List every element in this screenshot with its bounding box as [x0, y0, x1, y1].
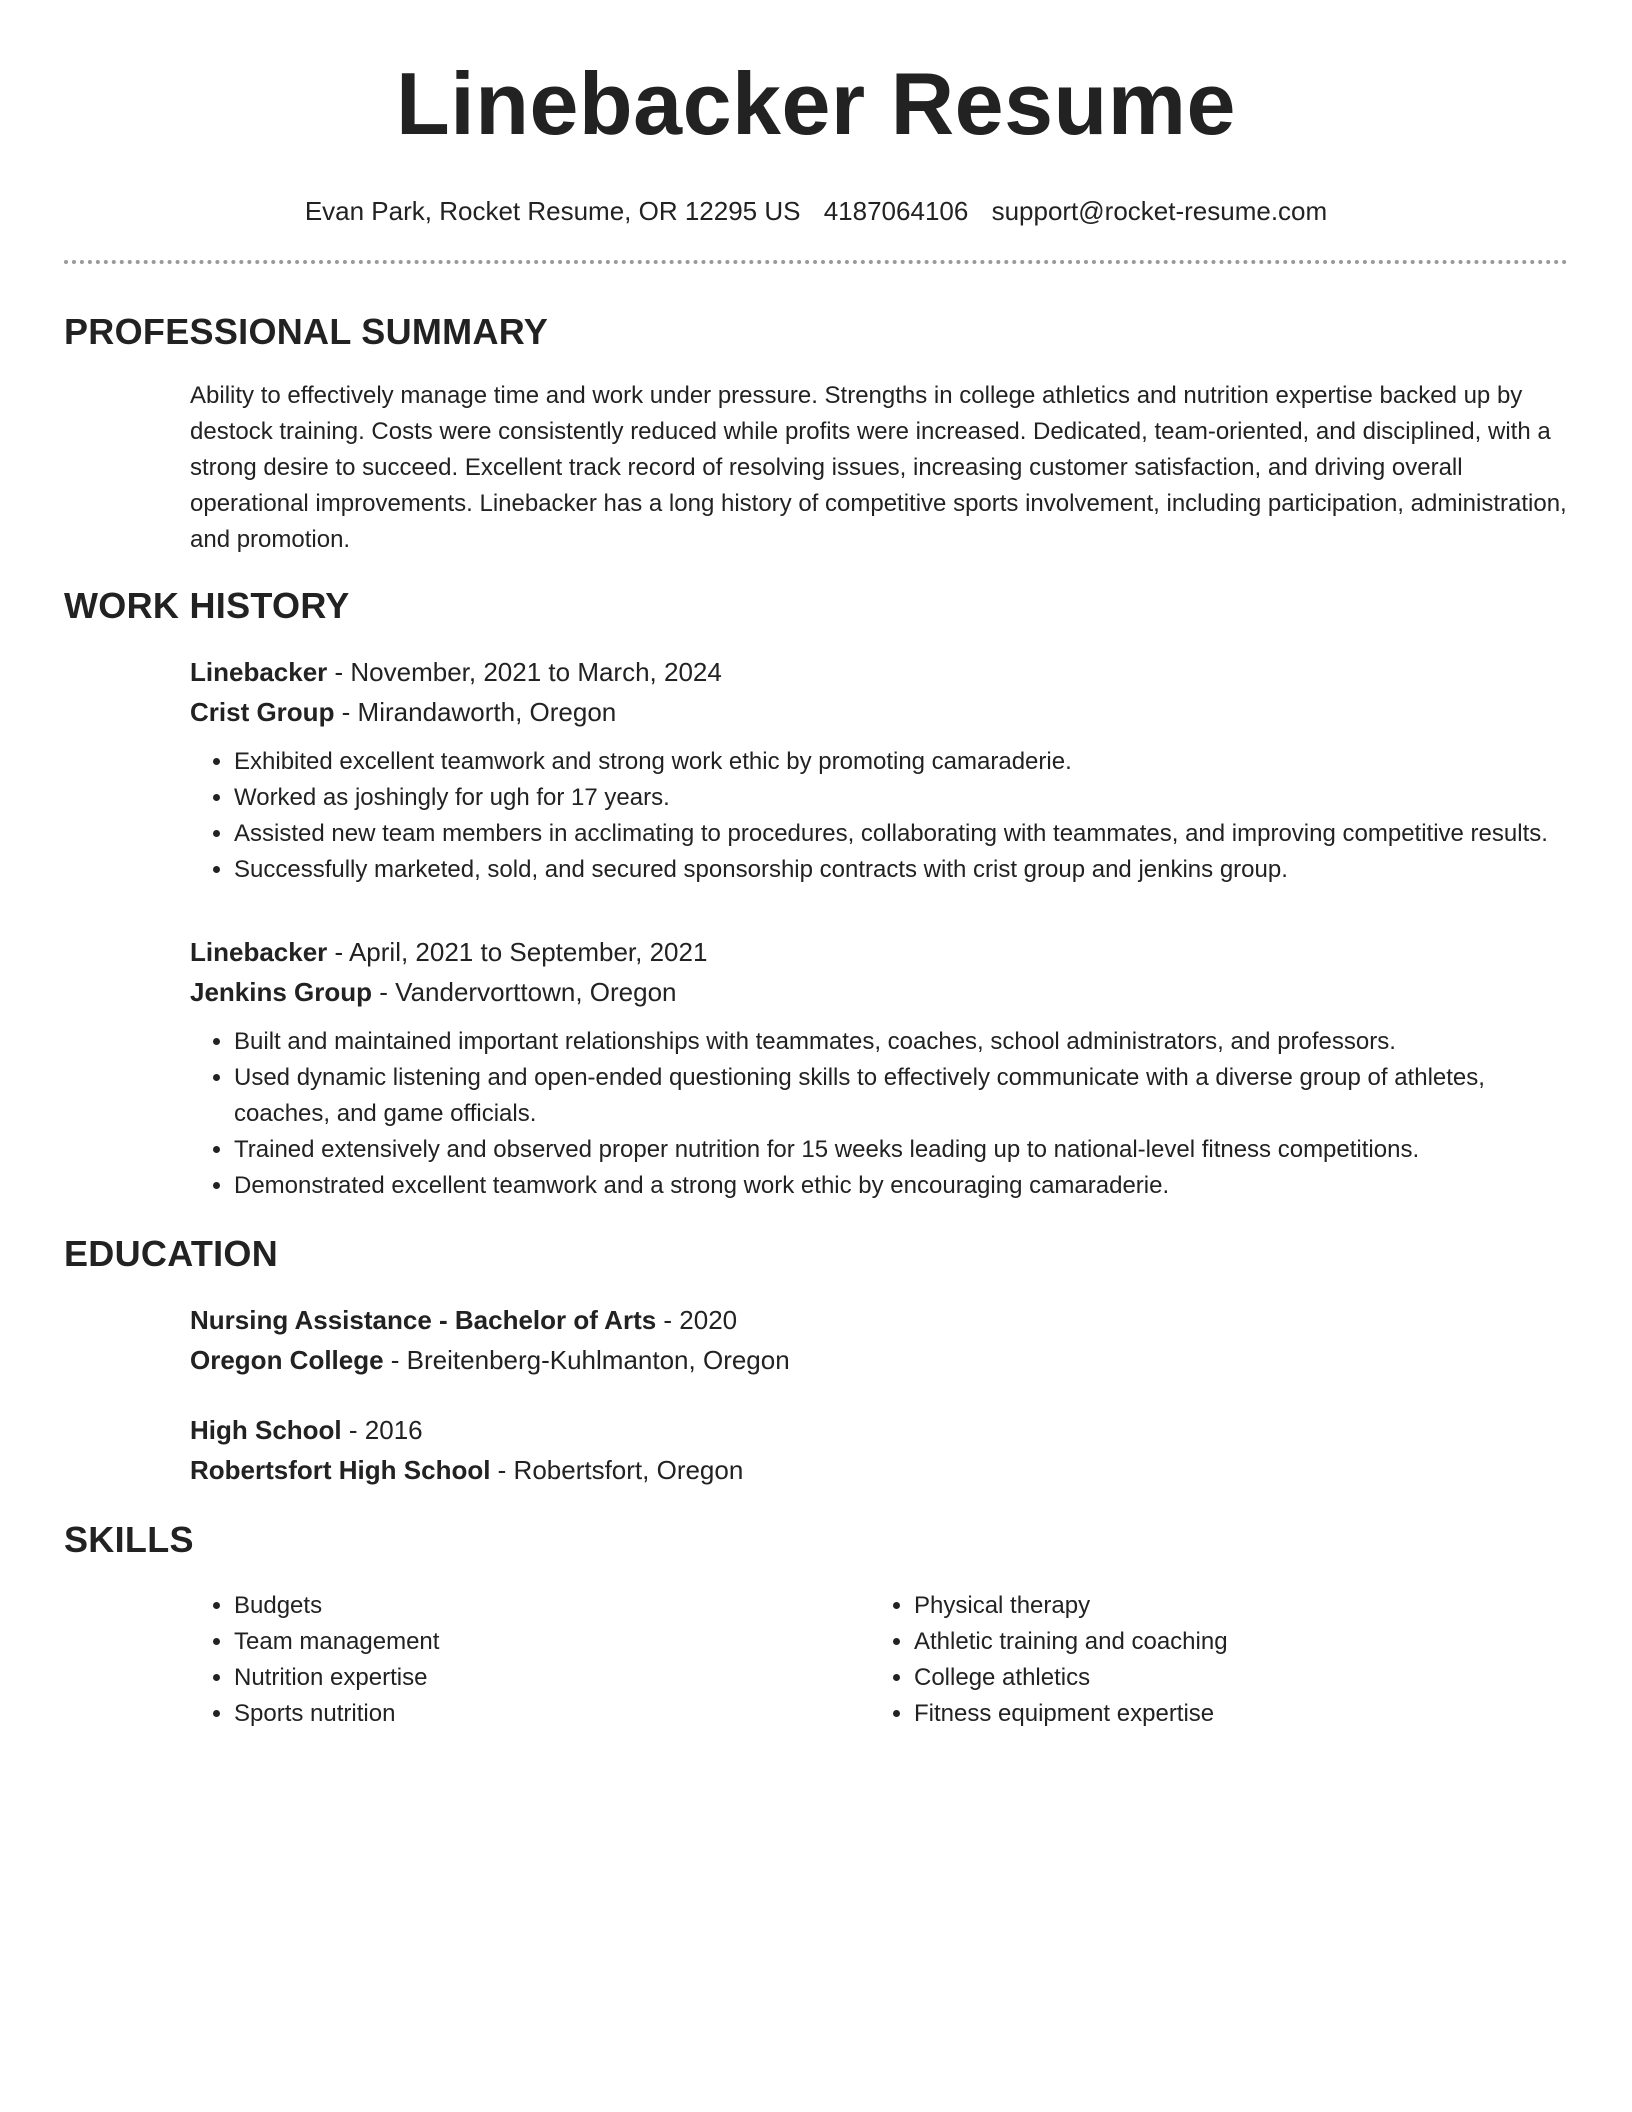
skill-item: • Nutrition expertise [234, 1660, 870, 1696]
education-list [64, 1300, 1568, 1490]
work-bullet: • Demonstrated excellent teamwork and a strong work ethic by encouraging camaraderie. [234, 1168, 1568, 1204]
education-year: - 2020 [656, 1305, 738, 1335]
skill-item: • Sports nutrition [234, 1696, 870, 1732]
skill-item: • Fitness equipment expertise [914, 1696, 1550, 1732]
skill-item: • College athletics [914, 1660, 1550, 1696]
work-bullet: • Successfully marketed, sold, and secured sponsorship contracts with crist group and jenkins group. [234, 852, 1568, 888]
work-role-line [190, 932, 1568, 972]
work-bullets [190, 1024, 1568, 1204]
contact-address: Evan Park, Rocket Resume, OR 12295 US [304, 196, 801, 226]
contact-line [64, 194, 1568, 228]
education-degree-line [190, 1300, 1568, 1340]
work-bullet: • Worked as joshingly for ugh for 17 years. [234, 780, 1568, 816]
work-bullet: • Assisted new team members in acclimating to procedures, collaborating with teammates, and improving competitive results. [234, 816, 1568, 852]
work-company: Crist Group [190, 697, 335, 727]
contact-phone: 4187064106 [823, 196, 969, 226]
education-entry [190, 1300, 1568, 1380]
skill-item: • Athletic training and coaching [914, 1624, 1550, 1660]
skills-grid [190, 1588, 1568, 1732]
header-divider [64, 260, 1568, 264]
work-role-line [190, 652, 1568, 692]
work-bullet: • Used dynamic listening and open-ended questioning skills to effectively communicate with a diverse group of athletes, coaches, and game officials. [234, 1060, 1568, 1132]
education-heading: EDUCATION [64, 1233, 279, 1274]
education-degree-line [190, 1410, 1568, 1450]
resume-title: Linebacker Resume [396, 54, 1236, 153]
work-entry [190, 652, 1568, 888]
skill-item: • Team management [234, 1624, 870, 1660]
work-bullet: • Exhibited excellent teamwork and strong work ethic by promoting camaraderie. [234, 744, 1568, 780]
work-dates: - November, 2021 to March, 2024 [327, 657, 722, 687]
skills-heading: SKILLS [64, 1519, 194, 1560]
education-school: Oregon College [190, 1345, 384, 1375]
education-degree: High School [190, 1415, 342, 1445]
work-history-list [64, 652, 1568, 1204]
work-company-line [190, 692, 1568, 732]
contact-email: support@rocket-resume.com [991, 196, 1328, 226]
work-history-heading: WORK HISTORY [64, 585, 350, 626]
education-school-line [190, 1340, 1568, 1380]
skill-item: • Physical therapy [914, 1588, 1550, 1624]
education-school-line [190, 1450, 1568, 1490]
skills-column-right [870, 1588, 1550, 1732]
education-degree: Nursing Assistance - Bachelor of Arts [190, 1305, 657, 1335]
work-bullet: • Trained extensively and observed proper nutrition for 15 weeks leading up to national-level fitness competitions. [234, 1132, 1568, 1168]
education-location: - Robertsfort, Oregon [490, 1455, 744, 1485]
skills-column-left [190, 1588, 870, 1732]
work-bullets [190, 744, 1568, 888]
work-company: Jenkins Group [190, 977, 373, 1007]
summary-text: Ability to effectively manage time and work under pressure. Strengths in college athletics and nutrition expertise backed up by destock training. Costs were consistently reduced while profits were increased. Dedicated, team-oriented, and disciplined, with a strong desire to succeed. Excellent track record of resolving issues, increasing customer satisfaction, and driving overall operational improvements. Linebacker has a long history of competitive sports involvement, including participation, administration, and promotion. [190, 382, 1567, 553]
work-role: Linebacker [190, 657, 328, 687]
education-entry [190, 1410, 1568, 1490]
work-role: Linebacker [190, 937, 328, 967]
work-dates: - April, 2021 to September, 2021 [327, 937, 708, 967]
summary-heading: PROFESSIONAL SUMMARY [64, 311, 549, 352]
work-location: - Vandervorttown, Oregon [372, 977, 677, 1007]
work-company-line [190, 972, 1568, 1012]
work-bullet: • Built and maintained important relationships with teammates, coaches, school administrators, and professors. [234, 1024, 1568, 1060]
work-location: - Mirandaworth, Oregon [334, 697, 617, 727]
education-school: Robertsfort High School [190, 1455, 491, 1485]
skill-item: • Budgets [234, 1588, 870, 1624]
work-entry [190, 932, 1568, 1204]
education-location: - Breitenberg-Kuhlmanton, Oregon [383, 1345, 790, 1375]
education-year: - 2016 [341, 1415, 423, 1445]
